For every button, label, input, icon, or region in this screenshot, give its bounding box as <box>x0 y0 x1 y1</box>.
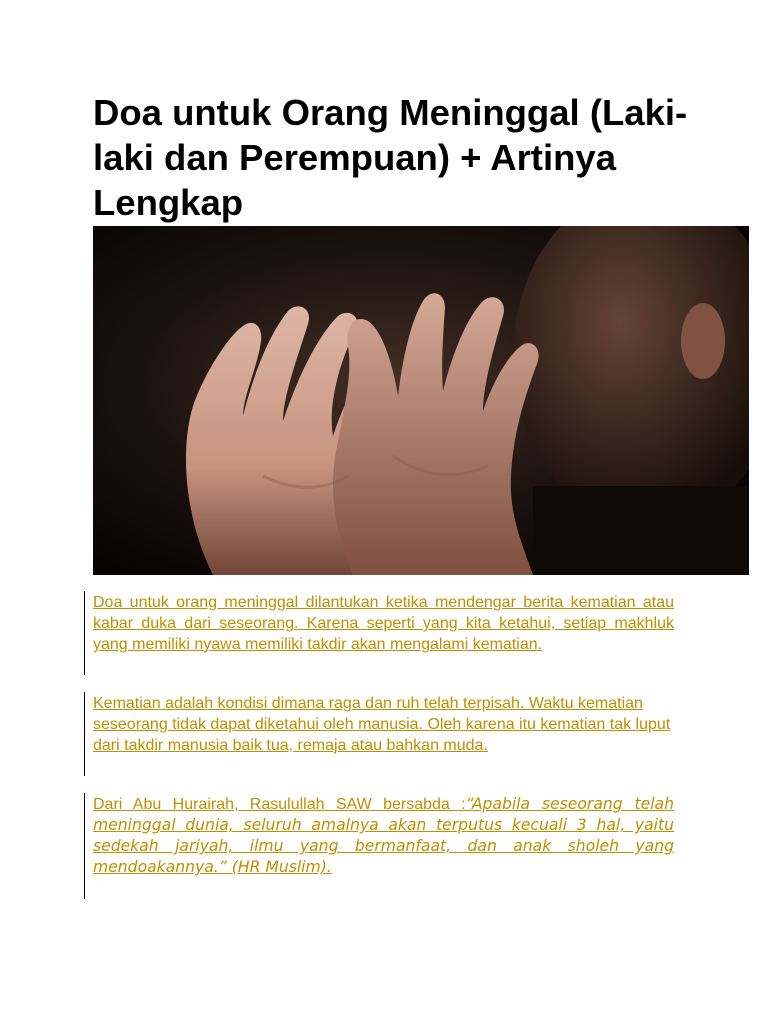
hadith-quote: “Apabila seseorang telah meninggal dunia, seluruh amalnya akan terputus kecuali 3 hal, yaitu sedekah jariyah, ilmu yang bermanfaat, dan anak sholeh yang mendoakannya.” (HR Muslim). <box>93 795 675 876</box>
margin-bar <box>84 692 85 776</box>
paragraph-hadith[interactable] <box>93 794 674 878</box>
paragraph-kematian[interactable]: Kematian adalah kondisi dimana raga dan ruh telah terpisah. Waktu kematian seseorang tidak dapat diketahui oleh manusia. Oleh karena itu kematian tak luput dari takdir manusia baik tua, remaja atau bahkan muda. <box>93 695 671 754</box>
praying-hands-image <box>93 226 749 575</box>
hadith-lead: Dari Abu Hurairah, Rasulullah SAW bersabda : <box>93 796 466 813</box>
paragraph-intro[interactable]: Doa untuk orang meninggal dilantukan ketika mendengar berita kematian atau kabar duka dari seseorang. Karena seperti yang kita ketahui, setiap makhluk yang memiliki nyawa memiliki takdir akan mengalami kematian. <box>93 594 674 653</box>
margin-bar <box>84 793 85 899</box>
margin-bar <box>84 591 85 675</box>
praying-hands-illustration <box>93 226 749 575</box>
page-title: Doa untuk Orang Meninggal (Laki-laki dan Perempuan) + Artinya Lengkap <box>93 92 688 223</box>
